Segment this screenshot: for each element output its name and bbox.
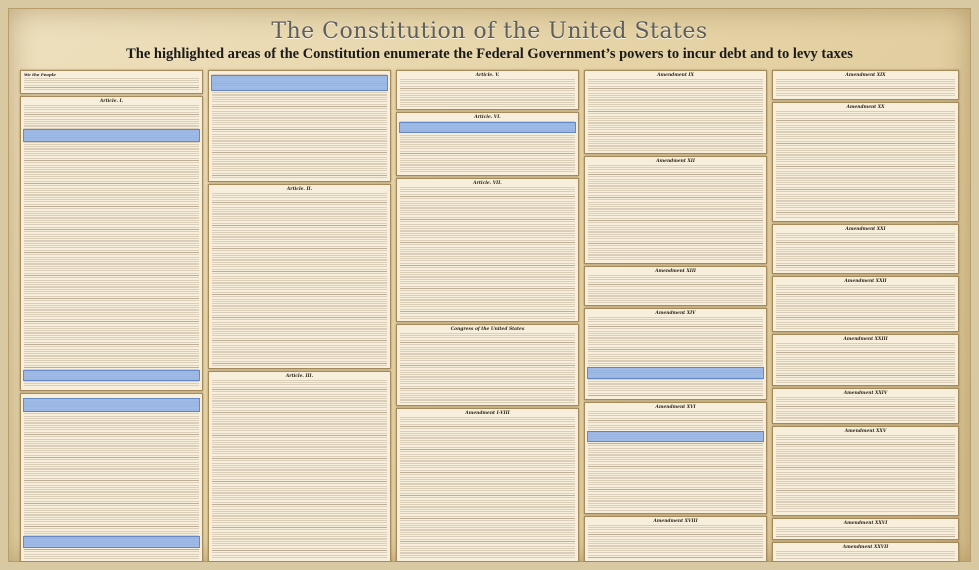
amendment-12-heading: Amendment XII bbox=[656, 159, 695, 164]
highlight-public-debt bbox=[587, 367, 764, 379]
page-title: The Constitution of the United States bbox=[271, 19, 708, 44]
article-3-heading: Article. III. bbox=[285, 374, 314, 379]
amendment-22-panel bbox=[772, 276, 959, 332]
amendment-23-heading: Amendment XXIII bbox=[843, 337, 888, 342]
column-4 bbox=[584, 70, 767, 556]
amendment-13-panel bbox=[584, 266, 767, 306]
amendment-25-heading: Amendment XXV bbox=[844, 429, 887, 434]
amendment-16-heading: Amendment XVI bbox=[655, 405, 696, 410]
amendment-21-panel bbox=[772, 224, 959, 274]
article-2-heading: Article. II. bbox=[286, 187, 313, 192]
column-3 bbox=[396, 70, 579, 556]
article-1-cont-heading bbox=[21, 394, 202, 396]
amendment-25-panel bbox=[772, 426, 959, 516]
column-1 bbox=[20, 70, 203, 556]
column-2 bbox=[208, 70, 391, 556]
amendment-24-heading: Amendment XXIV bbox=[843, 391, 888, 396]
amendment-14-panel bbox=[584, 308, 767, 400]
highlight-capitation-tax bbox=[23, 536, 200, 548]
amendment-19-heading: Amendment XIX bbox=[845, 73, 886, 78]
amendment-13-heading: Amendment XIII bbox=[655, 269, 696, 274]
amendment-21-heading: Amendment XXI bbox=[845, 227, 886, 232]
amendment-24-panel bbox=[772, 388, 959, 424]
highlight-borrow-money bbox=[23, 398, 200, 412]
amendment-12-panel bbox=[584, 156, 767, 264]
article-5-heading: Article. V. bbox=[475, 73, 500, 78]
article-7-panel bbox=[396, 178, 579, 322]
amendment-18-heading: Amendment XVIII bbox=[653, 519, 698, 524]
highlight-income-tax bbox=[587, 431, 764, 442]
article-2-panel bbox=[208, 184, 391, 369]
amendments-9-11-panel bbox=[584, 70, 767, 154]
article-1-section-8-panel bbox=[20, 393, 203, 562]
article-1-sections-9-10-panel bbox=[208, 70, 391, 182]
amendment-23-panel bbox=[772, 334, 959, 386]
constitution-poster bbox=[8, 8, 971, 562]
highlight-duties-imposts bbox=[211, 75, 388, 91]
amendment-19-panel bbox=[772, 70, 959, 100]
article-5-panel bbox=[396, 70, 579, 110]
amendments-1-8-panel bbox=[396, 408, 579, 562]
highlight-taxing-power bbox=[23, 129, 200, 142]
amendment-18-panel bbox=[584, 516, 767, 562]
highlight-debts-contracted bbox=[399, 122, 576, 133]
amendment-14-heading: Amendment XIV bbox=[655, 311, 696, 316]
amendment-26-heading: Amendment XXVI bbox=[843, 521, 888, 526]
amendments-1-8-heading: Amendment I-VIII bbox=[465, 411, 510, 416]
article-6-panel bbox=[396, 112, 579, 176]
page-subtitle: The highlighted areas of the Constitution enumerate the Federal Government’s powers to incur debt and to levy taxes bbox=[126, 46, 853, 62]
amendment-27-panel bbox=[772, 542, 959, 562]
amendment-26-panel bbox=[772, 518, 959, 540]
amendment-20-heading: Amendment XX bbox=[846, 105, 885, 110]
amendment-22-heading: Amendment XXII bbox=[844, 279, 887, 284]
amendment-27-heading: Amendment XXVII bbox=[842, 545, 889, 550]
amendment-20-panel bbox=[772, 102, 959, 222]
preamble-panel bbox=[20, 70, 203, 94]
amendments-15-17-panel bbox=[584, 402, 767, 514]
article-6-heading: Article. VI. bbox=[474, 115, 501, 120]
preamble-lead: We the People bbox=[24, 72, 56, 77]
congress-heading: Congress of the United States bbox=[450, 327, 525, 332]
article-7-heading: Article. VII. bbox=[473, 181, 502, 186]
bill-of-rights-preamble-panel bbox=[396, 324, 579, 406]
article-1-panel bbox=[20, 96, 203, 391]
article-3-panel bbox=[208, 371, 391, 562]
amendment-9-heading: Amendment IX bbox=[657, 73, 694, 78]
highlight-direct-taxes bbox=[23, 370, 200, 381]
column-5 bbox=[772, 70, 959, 556]
article-1-heading: Article. I. bbox=[99, 99, 124, 104]
